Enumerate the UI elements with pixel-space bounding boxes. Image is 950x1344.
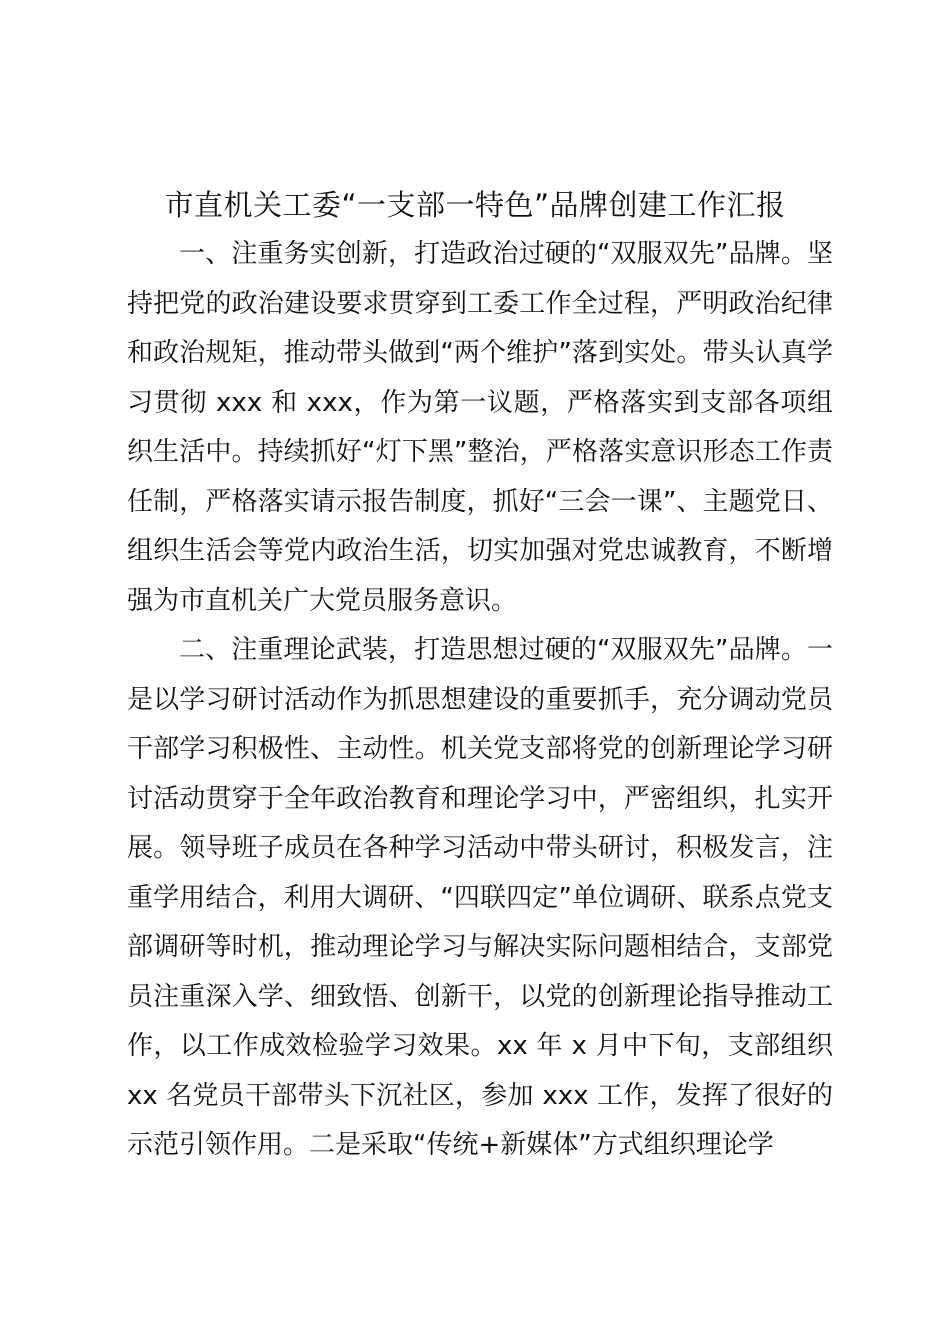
document-body xyxy=(127,230,833,1171)
paragraph-1: 一、注重务实创新，打造政治过硬的“双服双先”品牌。坚持把党的政治建设要求贯穿到工委工作全过程，严明政治纪律和政治规矩，推动带头做到“两个维护”落到实处。带头认真学习贯彻 xxx 和 xxx，作为第一议题，严格落实到支部各项组织生活中。持续抓好“灯下黑”整治，严格落实意识形态工作责任制，严格落实请示报告制度，抓好“三会一课”、主题党日、组织生活会等党内政治生活，切实加强对党忠诚教育，不断增强为市直机关广大党员服务意识。 xyxy=(127,239,833,616)
paragraph-2: 二、注重理论武装，打造思想过硬的“双服双先”品牌。一是以学习研讨活动作为抓思想建设的重要抓手，充分调动党员干部学习积极性、主动性。机关党支部将党的创新理论学习研讨活动贯穿于全年政治教育和理论学习中，严密组织，扎实开展。领导班子成员在各种学习活动中带头研讨，积极发言，注重学用结合，利用大调研、“四联四定”单位调研、联系点党支部调研等时机，推动理论学习与解决实际问题相结合，支部党员注重深入学、细致悟、创新干，以党的创新理论指导推动工作，以工作成效检验学习效果。xx 年 x 月中下旬，支部组织 xx 名党员干部带头下沉社区，参加 xxx 工作，发挥了很好的示范引领作用。二是采取“传统+新媒体”方式组织理论学 xyxy=(127,635,833,1160)
document-title: 市直机关工委“一支部一特色”品牌创建工作汇报 xyxy=(164,188,786,222)
